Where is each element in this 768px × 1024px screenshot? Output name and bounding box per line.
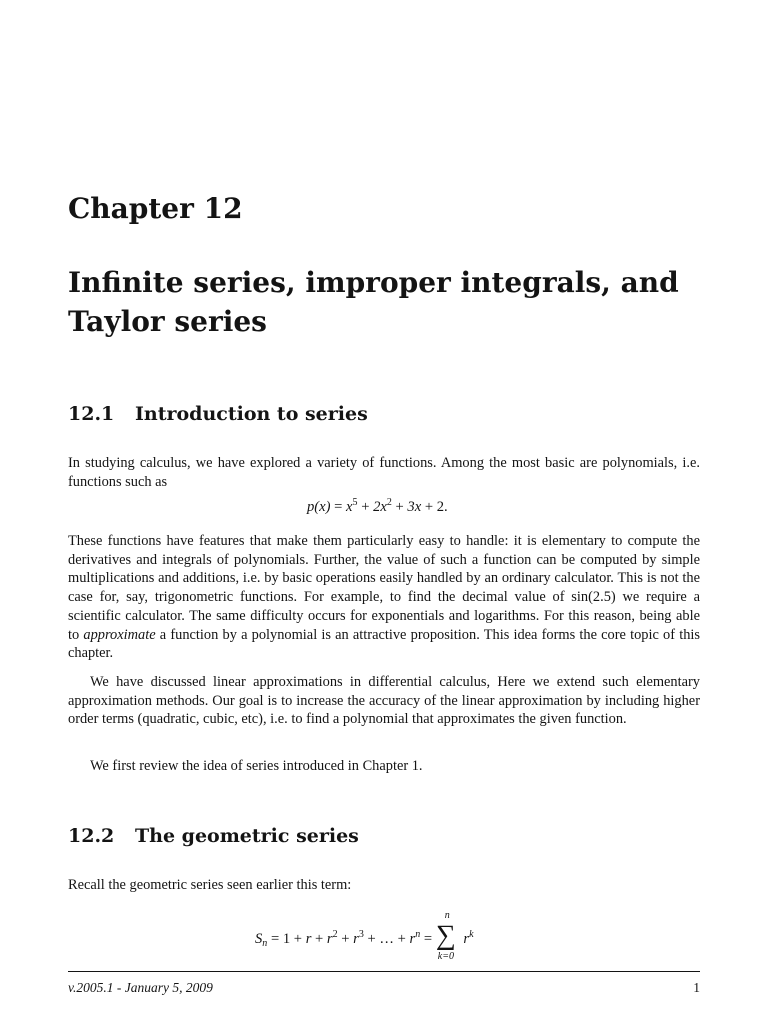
eq-plus: + xyxy=(367,931,376,947)
sigma-icon: ∑ xyxy=(435,920,456,951)
intro-paragraph: In studying calculus, we have explored a variety of functions. Among the most basic are polynomials, i.e. functions such as xyxy=(68,455,700,490)
footer-rule xyxy=(68,971,700,972)
section-title: The geometric series xyxy=(135,825,359,847)
eq-exponent: 2 xyxy=(332,929,338,940)
eq-plus: + xyxy=(395,499,404,515)
eq-plus: + xyxy=(341,931,350,947)
features-paragraph xyxy=(68,532,700,663)
eq-plus: + xyxy=(361,499,370,515)
eq-exponent: k xyxy=(469,929,474,940)
eq-ellipsis: … xyxy=(379,931,394,947)
eq-term: r xyxy=(305,931,312,947)
eq-subscript: n xyxy=(262,938,268,949)
section-title: Introduction to series xyxy=(135,403,368,425)
section-number: 12.1 xyxy=(68,403,115,425)
eq-equals: = xyxy=(270,931,280,947)
review-paragraph: We first review the idea of series introduced in Chapter 1. xyxy=(90,758,423,774)
eq-term: r xyxy=(463,931,470,947)
eq-plus: + xyxy=(293,931,303,947)
sum-upper-limit: n xyxy=(444,910,450,921)
eq-term: r xyxy=(326,931,333,947)
eq-term: r xyxy=(353,931,359,947)
section-heading-12-1 xyxy=(68,403,368,425)
eq-term: 3x xyxy=(407,499,422,515)
geometric-series-equation xyxy=(255,910,474,962)
chapter-label: Chapter 12 xyxy=(68,192,243,225)
eq-plus: + xyxy=(315,931,324,947)
section-number: 12.2 xyxy=(68,825,115,847)
paragraph-text: a function by a polynomial is an attractive proposition. This idea forms the core topic of this chapter. xyxy=(68,626,701,662)
paragraph-text: These functions have features that make them particularly easy to handle: it is elementary to compute the derivatives and integrals of polynomials. Further, the value of such a function can be computed by simple multiplications and additions, i.e. by basic operations easily handled by an ordinary calculator. This is not the case for, say, trigonometric functions. For example, to find the decimal value of sin(2.5) we require a scientific calculator. The same difficulty occurs for exponentials and logarithms. For this reason, being able to xyxy=(68,533,700,643)
eq-term: r xyxy=(409,931,416,947)
chapter-title: Infinite series, improper integrals, and Taylor series xyxy=(68,266,679,338)
eq-equals: = xyxy=(423,931,433,947)
eq-exponent: n xyxy=(415,929,421,940)
summation xyxy=(435,910,460,962)
geometric-intro-paragraph: Recall the geometric series seen earlier this term: xyxy=(68,877,352,893)
eq-equals: = xyxy=(334,499,343,515)
eq-term-base: 2x xyxy=(373,499,387,515)
footer-version: v.2005.1 - January 5, 2009 xyxy=(68,980,213,995)
page-number: 1 xyxy=(693,980,700,995)
eq-period: . xyxy=(444,499,448,515)
eq-sum-variable: S xyxy=(255,931,263,947)
eq-exponent: 3 xyxy=(358,929,364,940)
section-heading-12-2 xyxy=(68,825,359,847)
polynomial-equation xyxy=(307,499,448,516)
eq-exponent: 5 xyxy=(352,497,358,508)
eq-term-base: x xyxy=(346,499,353,515)
eq-exponent: 2 xyxy=(386,497,392,508)
eq-lhs: p(x) xyxy=(307,499,331,515)
eq-term: 1 xyxy=(282,931,291,947)
linear-approx-paragraph: We have discussed linear approximations in differential calculus, Here we extend such elementary approximation methods. Our goal is to increase the accuracy of the linear approximation by including higher order terms (quadratic, cubic, etc), i.e. to find a polynomial that approximates the given function. xyxy=(68,674,700,728)
eq-plus: + xyxy=(397,931,406,947)
eq-plus: + xyxy=(424,499,434,515)
eq-constant: 2 xyxy=(436,499,445,515)
sum-lower-limit: k=0 xyxy=(437,951,454,962)
emphasis-approximate: approximate xyxy=(83,626,156,643)
